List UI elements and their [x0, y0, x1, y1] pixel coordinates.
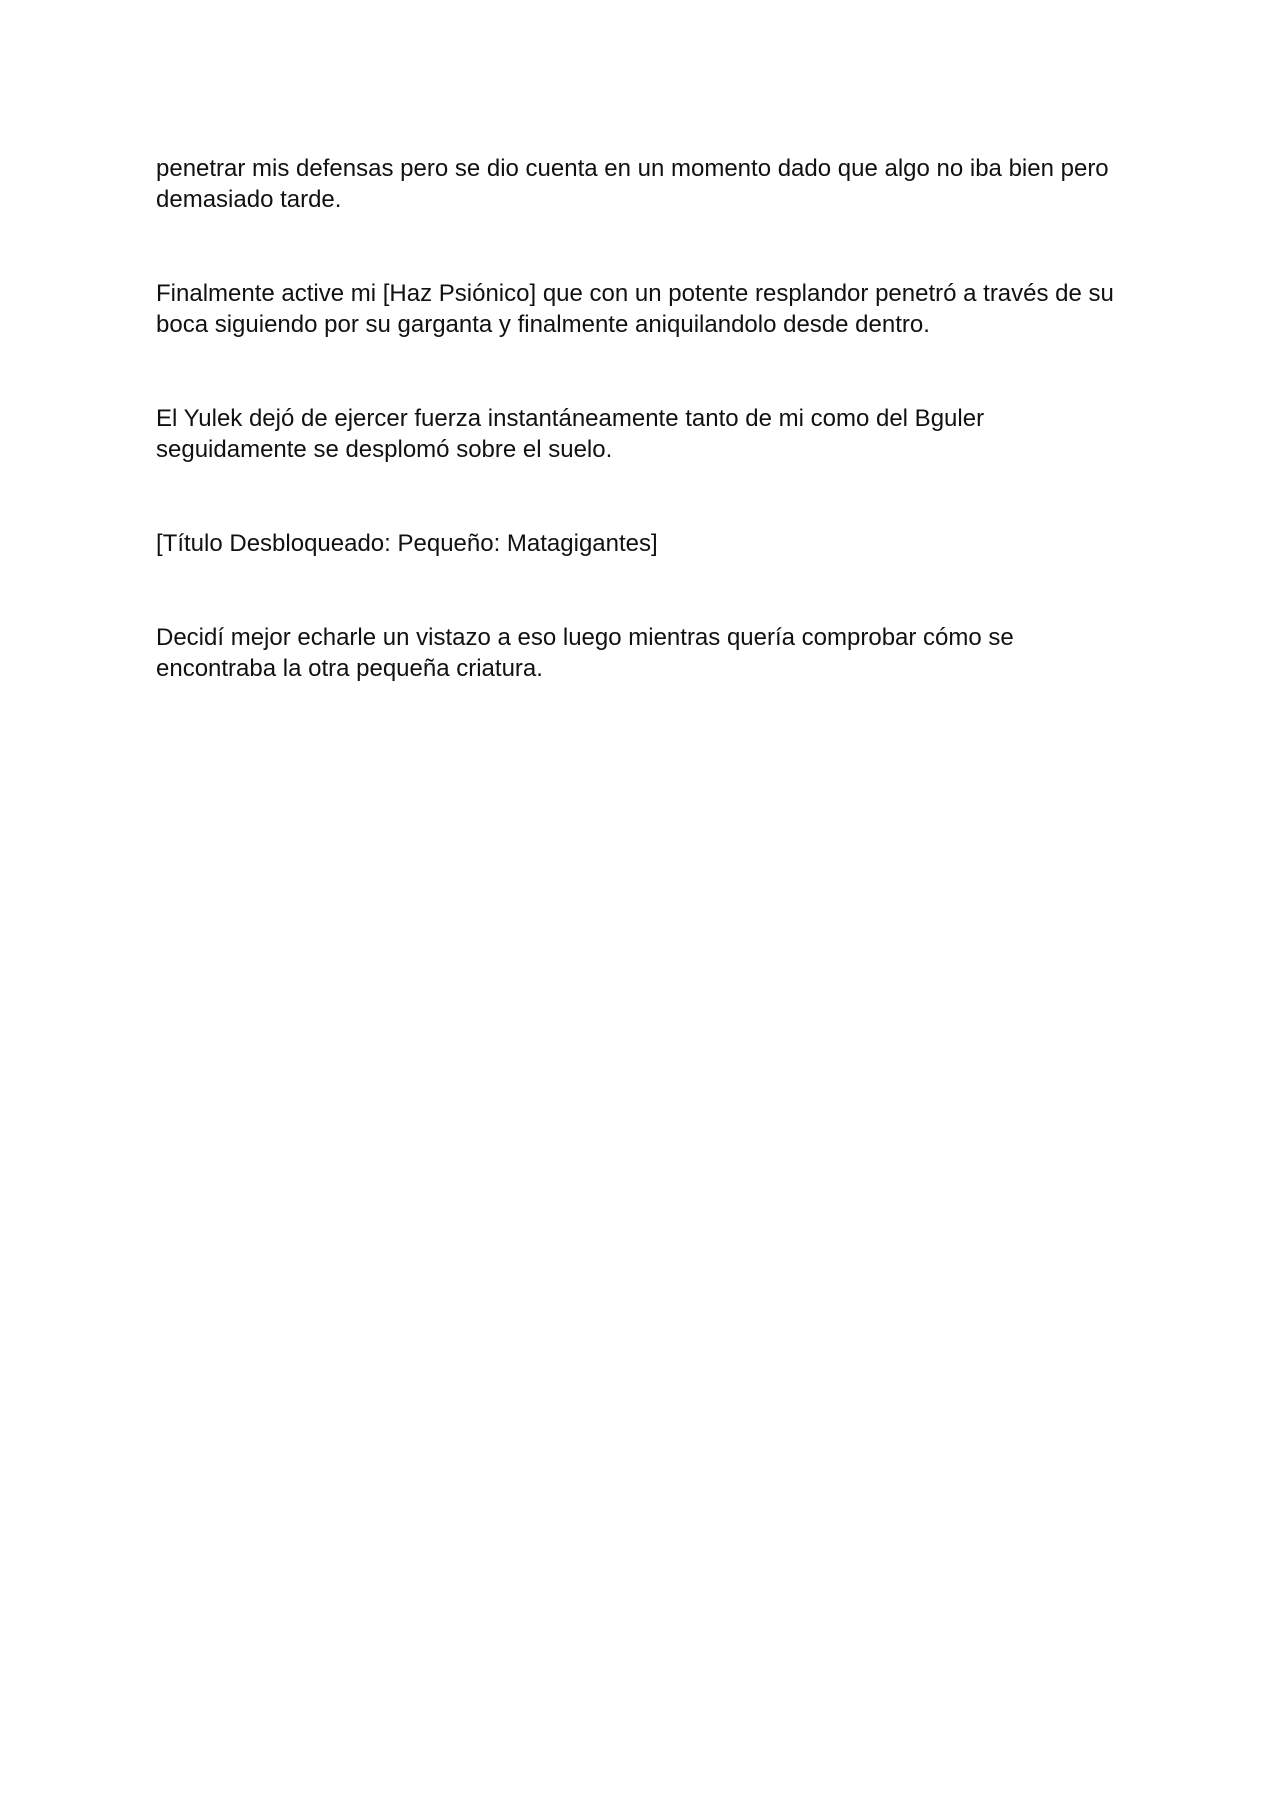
paragraph: Decidí mejor echarle un vistazo a eso luego mientras quería comprobar cómo se encontraba la otra pequeña criatura.	[156, 624, 1014, 682]
paragraph: El Yulek dejó de ejercer fuerza instantáneamente tanto de mi como del Bguler seguidamente se desplomó sobre el suelo.	[156, 405, 985, 463]
unlocked-title-line: [Título Desbloqueado: Pequeño: Matagigantes]	[156, 530, 658, 557]
paragraph: penetrar mis defensas pero se dio cuenta en un momento dado que algo no iba bien pero demasiado tarde.	[156, 155, 1109, 213]
paragraph: Finalmente active mi [Haz Psiónico] que con un potente resplandor penetró a través de su boca siguiendo por su garganta y finalmente aniquilandolo desde dentro.	[156, 280, 1114, 338]
document-body	[156, 153, 1136, 747]
